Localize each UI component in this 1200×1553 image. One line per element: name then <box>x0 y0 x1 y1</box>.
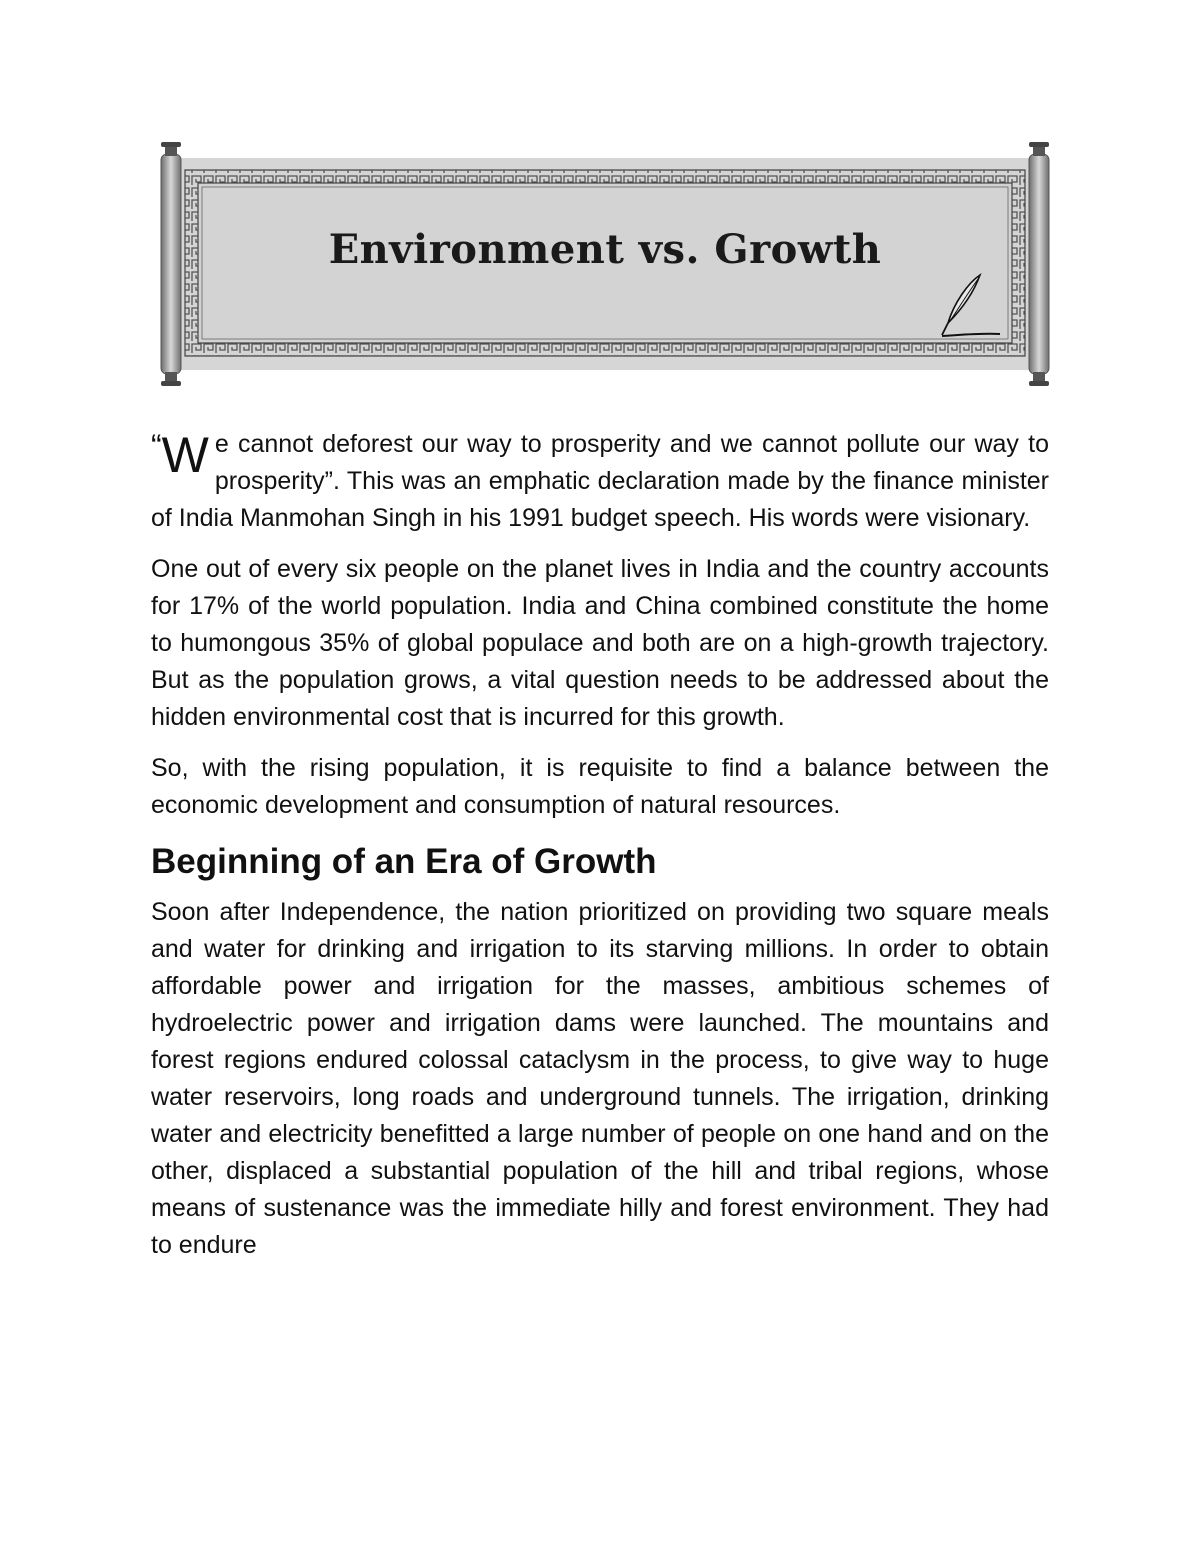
left-scroll-rod <box>161 142 181 386</box>
page-title: Environment vs. Growth <box>328 226 882 273</box>
paragraph-balance: So, with the rising population, it is requisite to find a balance between the economic development and consumption of natural resources. <box>151 754 1049 819</box>
right-scroll-rod <box>1029 142 1049 386</box>
section-heading: Beginning of an Era of Growth <box>151 842 657 881</box>
open-quote: “ <box>151 428 162 464</box>
article-body <box>151 426 1049 1278</box>
intro-paragraph <box>151 426 1049 537</box>
intro-text: e cannot deforest our way to prosperity and we cannot pollute our way to prosperity”. This was an emphatic declaration made by the finance minister of India Manmohan Singh in his 1991 budget speech. His words were visionary. <box>151 430 1049 532</box>
drop-cap-letter: W <box>161 427 209 483</box>
paragraph-growth-era: Soon after Independence, the nation prioritized on providing two square meals and water for drinking and irrigation to its starving millions. In order to obtain affordable power and irrigation for the masses, ambitious schemes of hydroelectric power and irrigation dams were launched. The mountains and forest regions endured colossal cataclysm in the process, to give way to huge water reservoirs, long roads and underground tunnels. The irrigation, drinking water and electricity benefitted a large number of people on one hand and on the other, displaced a substantial population of the hill and tribal regions, whose means of sustenance was the immediate hilly and forest environment. They had to endure <box>151 898 1049 1259</box>
drop-cap <box>151 426 209 483</box>
paragraph-population: One out of every six people on the planet lives in India and the country accounts for 17% of the world population. India and China combined constitute the home to humongous 35% of global populace and both are on a high-growth trajectory. But as the population grows, a vital question needs to be addressed about the hidden environmental cost that is incurred for this growth. <box>151 555 1049 731</box>
title-banner <box>155 138 1055 390</box>
